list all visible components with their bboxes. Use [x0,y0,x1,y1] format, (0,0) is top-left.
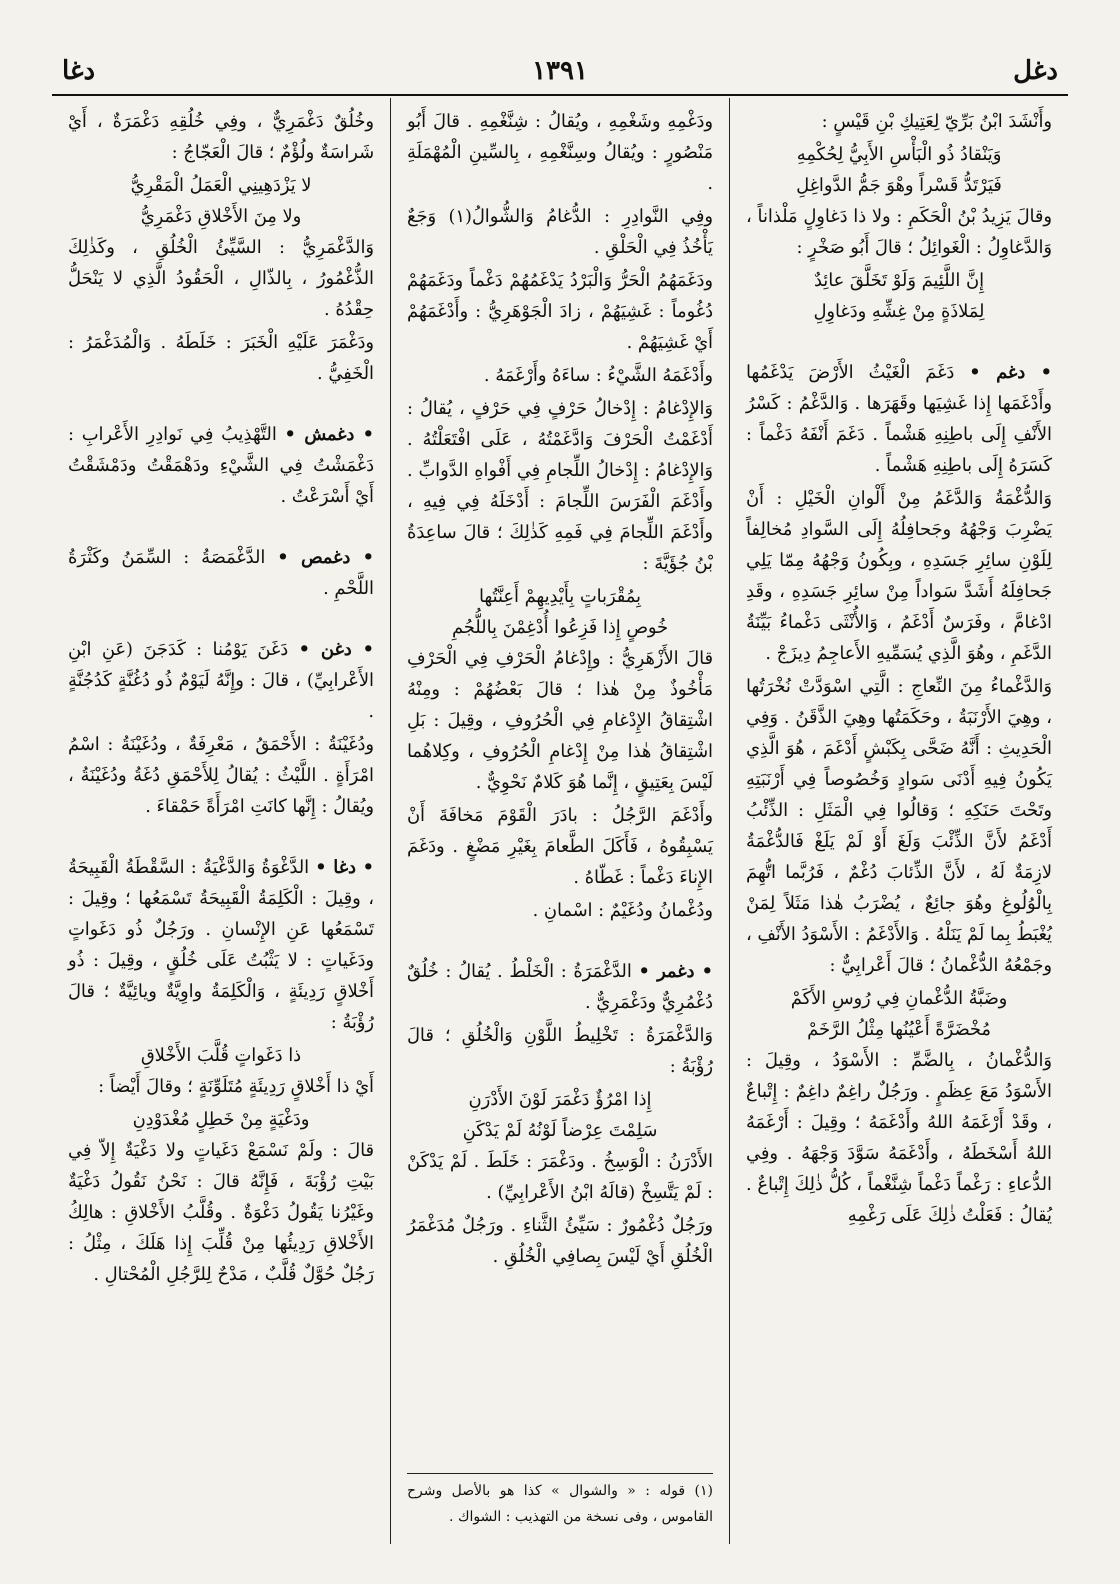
paragraph [407,360,713,391]
paragraph [407,1020,713,1082]
paragraph [407,393,713,579]
paragraph-text: ودَغْمَرَ عَلَيْهِ الْخَبَرَ : خَلَطَهُ . وَالْمُدَغْمَرُ : الْخَفِيُّ . [68,332,374,384]
paragraph [68,1071,374,1102]
paragraph-text: خُوصٍ إِذا فَزِعُوا أُدْغِمْنَ بِاللُّجُمِ [451,617,669,638]
verse-line [407,612,713,643]
paragraph [68,634,374,727]
verse-line [68,1104,374,1135]
verse-line [746,296,1052,327]
paragraph-text: بِمُقْرَباتٍ بِأَيْدِيهِمْ أَعِنَّتُها [479,586,641,607]
paragraph-text: ودَغْمِهِ وشَغْمِهِ ، ويُقالُ : شِنَّغْمِهِ . قالَ أَبُو مَنْصُورٍ : ويُقالُ وسِنَّغْمِهِ ، بِالسِّينِ الْمُهْمَلَةِ . [407,111,713,194]
paragraph-text: وأَدْغَمَهُ الشَّيْءُ : ساءَهُ وأَرْغَمَهُ . [483,365,713,386]
paragraph [407,1210,713,1272]
paragraph-text: فَيَرْتَدُّ قَسْراً وهْوَ جَمُّ الدَّواغِلِ [796,175,1002,196]
entry-headword: • دغا • [315,857,375,878]
verse-line [407,1084,713,1115]
paragraph-text: ودُغْمانُ ودُغَيْمٌ : اسْمانِ . [532,900,713,921]
paragraph-text: الأَدْرَنُ : الْوَسِخُ . ودَغْمَرَ : خَلَطَ . لَمْ يَدْكَنْ : لَمْ يَتَّسِخْ (قالَهُ ابْنُ الأَعْرابِيِّ) . [407,1151,713,1203]
entry-headword: • دغمر • [638,961,714,982]
verse-line [746,983,1052,1014]
paragraph [407,265,713,358]
paragraph-text: لا يَزْدَهِينِي الْعَمَلُ الْمَقْرِيُّ [130,175,312,196]
paragraph [407,895,713,926]
page-header [52,52,1068,96]
paragraph [746,201,1052,263]
entry-headword: • دغن • [298,639,375,660]
paragraph-text: ودَغَمَهُمُ الْحَرُّ وَالْبَرْدُ يَدْغَمُهُمْ دَغْماً ودَغَمَهُمْ دُغُوماً : غَشِيَهُمْ ، زادَ الْجَوْهَرِيُّ : وأَدْغَمَهُمْ أَيْ غَشِيَهُمْ . [407,270,713,353]
column-right [730,98,1068,1544]
header-left-entry-word: دغا [62,56,96,86]
paragraph-text: الدَّغْوَةُ وَالدَّغْيَةُ : السَّقْطَةُ الْقَبِيحَةُ ، وقِيلَ : الْكَلِمَةُ الْقَبِيحَةُ تَسْمَعُها ؛ وقِيلَ : تَسْمَعُها عَنِ الإِنْسانِ . ورَجُلٌ ذُو دَغَواتٍ ودَغَياتٍ : لا يَثْبُتُ عَلَى خُلُقٍ ، وقِيلَ : ذُو أَخْلاقٍ رَدِيئَةٍ ، وَالْكَلِمَةُ واوِيَّةٌ ويائِيَّةٌ ؛ قالَ رُؤْبَةُ : [68,857,374,1033]
page-number: ١٣٩١ [532,56,588,86]
paragraph-text: وأَنْشَدَ ابْنُ بَرِّيّ لِعَتِيكِ بْنِ قَيْسٍ : [821,111,1052,132]
paragraph-text: قالَ : ولَمْ نَسْمَعْ دَغَياتٍ ولا دَغْيَةٌ إِلاّ فِي بَيْتِ رُؤْبَةَ ، فَإِنَّهُ قالَ : نَحْنُ نَقُولُ دَغْيَةٌ وغَيْرُنا يَقُولُ دَغْوَةٌ . وقُلَّبُ الأَخْلاقِ : هالِكُ الأَخْلاقِ رَدِيئُها مِنْ قُلِّبَ إِذا هَلَكَ ، مِثْلُ : رَجُلٌ حُوَّلٌ قُلَّبٌ ، مَدْحٌ لِلرَّجُلِ الْمُحْتالِ . [68,1140,374,1285]
verse-line [68,170,374,201]
paragraph [407,800,713,893]
paragraph-text: وأَدْغَمَ الرَّجُلُ : بادَرَ الْقَوْمَ مَخافَةَ أَنْ يَسْبِقُوهُ ، فَأَكَلَ الطَّعامَ بِغَيْرِ مَضْغٍ . ودَغَمَ الإِناءَ دَغْماً : غَطّاهُ . [407,805,713,888]
verse-line [407,581,713,612]
paragraph-text: سَلِمْتَ عِرْضاً لَوْنُهُ لَمْ يَدْكَنِ [462,1120,658,1141]
paragraph [68,327,374,389]
paragraph-text: وَالدُّغْمَةُ وَالدَّغَمُ مِنْ أَلْوانِ الْخَيْلِ : أَنْ يَضْرِبَ وَجْهُهُ وجَحافِلُهُ إِلَى السَّوادِ مُخالِفاً لِلَوْنِ سائِرِ جَسَدِهِ ، وبِكُونُ وَجْهُهُ مِمّا يَلِي جَحافِلَهُ أَشَدَّ سَواداً مِنْ سائِرِ جَسَدِهِ ، وقَدِ ادْغامَّ ، وفَرَسٌ أَدْغَمُ ، وَالأُنْثَى دَغْماءُ بَيِّنَةُ الدَّغَمِ ، وهُوَ الَّذِي يُسَمِّيهِ الأَعاجِمُ دِيزَجْ . [746,488,1052,664]
column-left [52,98,391,1544]
footnote [407,1473,713,1530]
paragraph-text: وَالدَّغْمَرِيُّ : السَّيِّئُ الْخُلُقِ ، وكَذٰلِكَ الذُّغْمُورُ ، بِالذّالِ ، الْحَقُودُ الَّذِي لا يَنْحَلُّ حِقْدُهُ . [68,237,374,320]
verse-line [746,265,1052,296]
entry-headword: • دغم • [969,362,1052,383]
paragraph-text: وخُلُقٌ دَغْمَرِيٌّ ، وفِي خُلُقِهِ دَغْمَرَةٌ ، أَيْ شَراسَةٌ ولُؤْمٌ ؛ قالَ الْعَجّاجُ : [68,111,374,163]
paragraph [746,106,1052,137]
column-middle [391,98,730,1544]
paragraph-text: وَالإِدْغامُ : إِدْخالُ حَرْفٍ فِي حَرْفٍ ، يُقالُ : أَدْغَمْتُ الْحَرْفَ وَادَّغَمْتُهُ ، عَلَى افْتَعَلْتُهُ . وَالإِدْغامُ : إِدْخالُ اللِّجامِ فِي أَفْواهِ الدَّوابِّ . وأَدْغَمَ الْفَرَسَ اللِّجامَ : أَدْخَلَهُ فِي فِيهِ ، وأَدْغَمَ اللِّجامَ فِي فَمِهِ كَذٰلِكَ ؛ قالَ ساعِدَةُ بْنُ جُؤَيَّةَ : [407,398,713,574]
verse-line [746,170,1052,201]
verse-line [68,201,374,232]
paragraph-text: قالَ الأَزْهَرِيُّ : وإِدْغامُ الْحَرْفِ فِي الْحَرْفِ مَأْخُوذٌ مِنْ هٰذا ؛ قالَ بَعْضُهُمْ : ومِنْهُ اشْتِقاقُ الإِدْغامِ فِي الْحُرُوفِ ، وقِيلَ : بَلِ اشْتِقاقُ هٰذا مِنْ إِدْغامِ الْحُرُوفِ ، وكِلاهُما لَيْسَ بِعَتِيقٍ ، إِنَّما هُوَ كَلامٌ نَحْوِيٌّ . [407,648,713,793]
paragraph-text: ذا دَغَواتٍ قُلَّبَ الأَخْلاقِ [140,1045,302,1066]
paragraph-text: الدَّغْمَصَةُ : السِّمَنُ وكَثْرَةُ اللَّحْمِ . [68,547,374,599]
paragraph [407,106,713,199]
paragraph [746,671,1052,981]
paragraph [746,357,1052,481]
paragraph [407,643,713,798]
paragraph [68,542,374,604]
paragraph-text: لِمَلاذَةٍ مِنْ غِشِّهِ ودَغاوِلِ [813,301,985,322]
paragraph-text: إِذا امْرُؤٌ دَغْمَرَ لَوْنَ الأَدْرَنِ [468,1089,652,1110]
paragraph-text: دَغَنَ يَوْمُنا : كَدَجَنَ (عَنِ ابْنِ الأَعْرابِيِّ) ، قالَ : وإِنَّهُ لَيَوْمٌ ذُو دُغُنَّةٍ كَدُجُنَّةٍ . [68,639,374,722]
verse-line [68,1040,374,1071]
paragraph-text: دَغَمَ الْغَيْثُ الأَرْضَ يَدْغَمُها وأَدْغَمَها إِذا غَشِيَها وقَهَرَها . وَالدَّغْمُ : كَسْرُ الأَنْفِ إِلَى باطِنِهِ هَشْماً . دَغَمَ أَنْفَهُ دَغْماً : كَسَرَهُ إِلَى باطِنِهِ هَشْماً . [746,362,1052,476]
paragraph-text: مُخْضَرَّةً أَعْيُنُها مِثْلُ الرَّخَمْ [807,1019,991,1040]
paragraph-text: وَالدَّغْمَرَةُ : تَخْلِيطُ اللَّوْنِ وَالْخُلُقِ ؛ قالَ رُؤْبَةُ : [407,1025,713,1077]
footnote-text: (١) قوله : « والشوال » كذا هو بالأصل وشرح القاموس ، وفى نسخة من التهذيب : الشواك . [407,1483,713,1525]
verse-line [407,1115,713,1146]
paragraph-text: ورَجُلٌ دُغْمُورٌ : سَيِّئُ الثَّناءِ . ورَجُلٌ مُدَغْمَرُ الْخُلُقِ أَيْ لَيْسَ بِصافِي الْخُلُقِ . [407,1215,713,1267]
paragraph [68,419,374,512]
paragraph [746,483,1052,669]
paragraph-text: وَالدَّغْماءُ مِنَ النِّعاجِ : الَّتِي اسْوَدَّتْ نُخْرَتُها ، وهِيَ الأَرْنَبَةُ ، وحَكَمَتُها وهِيَ الذَّقَنُ . وَفِي الْحَدِيثِ : أَنَّهُ ضَحَّى بِكَبْشٍ أَدْغَمَ ، هُوَ الَّذِي يَكُونُ فِيهِ أَدْنَى سَوادٍ وَخُصُوصاً فِي أَرْنَبَتِهِ وتَحْتَ حَنَكِهِ ؛ وَقالُوا فِي الْمَثَلِ : الذِّئْبُ أَدْغَمُ لأَنَّ الذِّئْبَ وَلَغَ أَوْ لَمْ يَلَغْ فَالدُّغْمَةُ لازِمَةٌ لَهُ ، لأَنَّ الذِّئابَ دُغْمٌ ، فَرُبَّما اتُّهِمَ بِالْوُلُوغِ وهُوَ جائِعٌ ، يُضْرَبُ هٰذا مَثَلاً لِمَنْ يُغْبَطُ بِما لَمْ يَنَلْهُ . وَالأَدْغَمُ : الأَسْوَدُ الأَنْفِ ، وجَمْعُهُ الدُّغْمانُ ؛ قالَ أَعْرابِيٌّ : [746,676,1052,976]
paragraph-text: أَيْ ذا أَخْلاقٍ رَدِيئَةٍ مُتَلَوِّنَةٍ ؛ وقالَ أَيْضاً : [98,1076,374,1097]
entry-headword: • دغمص • [277,547,374,568]
paragraph-text: ودَغْيَةٍ مِنْ خَطِلٍ مُغْدَوْدِنِ [132,1109,310,1130]
paragraph [68,1135,374,1290]
paragraph [407,1146,713,1208]
paragraph-text: وضَبَّةُ الدُّغْمانِ فِي رُوسِ الأَكَمْ [790,988,1008,1009]
paragraph-text: وَيَنْقادُ ذُو الْبَأْسِ الأَبِيُّ لِحُكْمِهِ [796,144,1002,165]
paragraph [68,106,374,168]
verse-line [746,1014,1052,1045]
paragraph-text: وَالدُّغْمانُ ، بِالضَّمِّ : الأَسْوَدُ ، وقِيلَ : الأَسْوَدُ مَعَ عِظَمٍ . ورَجُلٌ راغِمٌ داغِمٌ : إِتْباعٌ ، وقَدْ أَرْغَمَهُ اللهُ وأَدْغَمَهُ ؛ وقِيلَ : أَرْغَمَهُ اللهُ أَسْخَطَهُ ، وأَدْغَمَهُ سَوَّدَ وَجْهَهُ . وفِي الدُّعاءِ : رَغْماً دَغْماً شِنَّغْماً ، كُلُّ ذٰلِكَ إِتْباعٌ . يُقالُ : فَعَلْتُ ذٰلِكَ عَلَى رَغْمِهِ [746,1050,1052,1226]
paragraph-text: الدَّغْمَرَةُ : الْخَلْطُ . يُقالُ : خُلُقٌ دُغْمُرِيٌّ ودَغْمَرِيٌّ . [407,961,713,1013]
paragraph-text: ولا مِنَ الأَخْلاقِ دَغْمَرِيُّ [140,206,302,227]
paragraph-text: التَّهْذِيبُ فِي نَوادِرِ الأَعْرابِ : دَغْمَشْتُ فِي الشَّيْءِ ودَهْمَقْتُ ودَمْشَقْتُ أَيْ أَسْرَعْتُ . [68,424,374,507]
entry-headword: • دغمش • [284,424,375,445]
paragraph [746,1045,1052,1231]
paragraph-text: وقالَ يَزِيدُ بْنُ الْحَكَمِ : ولا ذا دَغاوِلٍ مَلْذاناً ، وَالدَّغاوِلُ : الْغَوائِلُ ؛ قالَ أَبُو صَخْرٍ : [746,206,1052,258]
paragraph-text: وفِي النَّوادِرِ : الدُّغامُ وَالشُّوالُ(١) وَجَعٌ يَأْخُذُ فِي الْحَلْقِ . [407,206,713,258]
paragraph [68,232,374,325]
paragraph-text: ودُغَيْنَةُ : الأَحْمَقُ ، مَعْرِفَةٌ ، ودُغَيْنَةُ : اسْمُ امْرَأَةٍ . اللَّيْثُ : يُقالُ لِلأَحْمَقِ دُغَةُ ودُغَيْنَةُ ، ويُقالُ : إِنَّها كانَتِ امْرَأَةً حَمْقاءَ . [68,734,374,817]
header-right-entry-word: دغل [1013,56,1058,86]
paragraph [407,956,713,1018]
paragraph-text: إِنَّ اللَّئِيمَ وَلَوْ تَخَلَّقَ عائِدٌ [813,270,985,291]
paragraph [407,201,713,263]
text-columns [52,98,1068,1544]
paragraph [68,852,374,1038]
verse-line [746,139,1052,170]
paragraph [68,729,374,822]
